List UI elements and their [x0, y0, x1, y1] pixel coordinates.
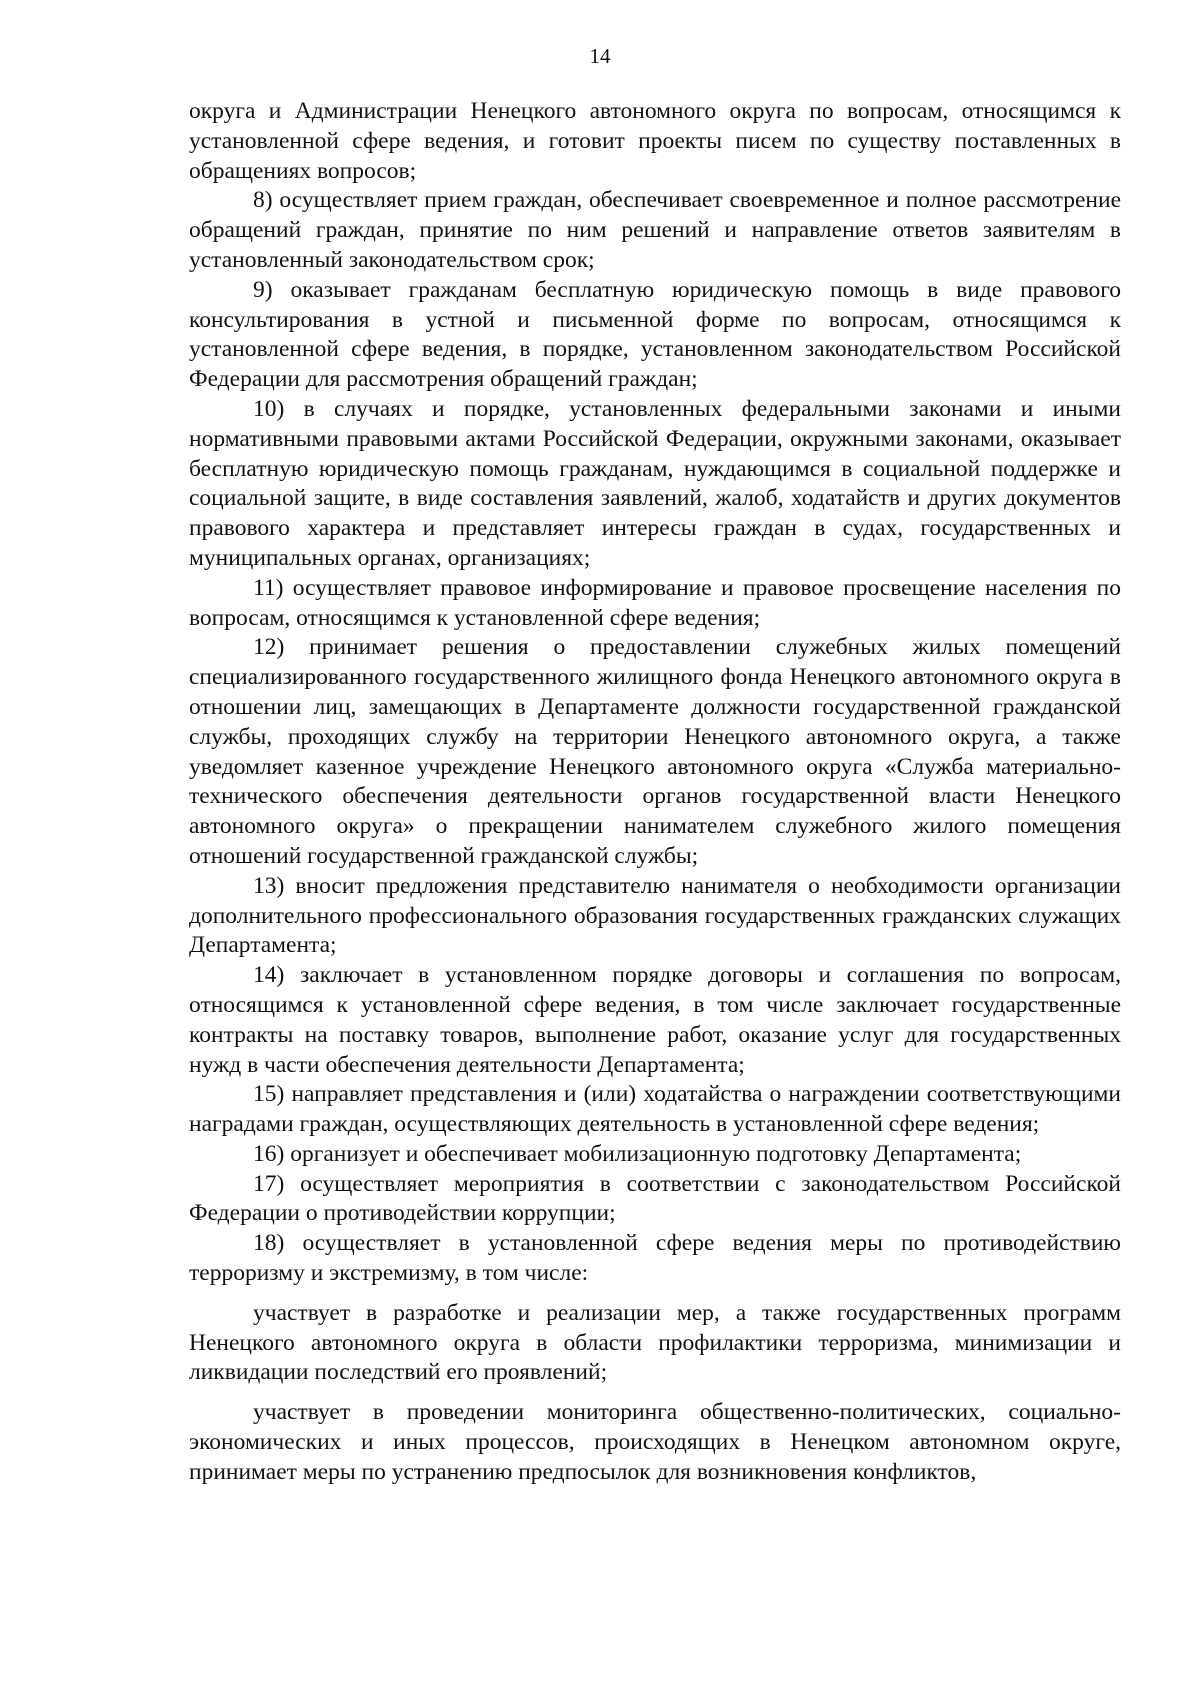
paragraph: 8) осуществляет прием граждан, обеспечивает своевременное и полное рассмотрение обращений граждан, принятие по ним решений и направление ответов заявителям в установленный законодательством срок; — [189, 187, 1121, 273]
paragraph: участвует в проведении мониторинга общественно-политических, социально-экономических и иных процессов, происходящих в Ненецком автономном округе, принимает меры по устранению предпосылок для возникновения конфликтов, — [189, 1399, 1121, 1485]
paragraph: 16) организует и обеспечивает мобилизационную подготовку Департамента; — [253, 1140, 1022, 1167]
paragraph: 17) осуществляет мероприятия в соответствии с законодательством Российской Федерации о противодействии коррупции; — [189, 1170, 1121, 1227]
paragraph: 14) заключает в установленном порядке договоры и соглашения по вопросам, относящимся к установленной сфере ведения, в том числе заключает государственные контракты на поставку товаров, выполнение работ, оказание услуг для государственных нужд в части обеспечения деятельности Департамента; — [189, 962, 1121, 1078]
paragraph: 9) оказывает гражданам бесплатную юридическую помощь в виде правового консультирования в устной и письменной форме по вопросам, относящимся к установленной сфере ведения, в порядке, установленном законодательством Российской Федерации для рассмотрения обращений граждан; — [189, 276, 1121, 393]
paragraph: 15) направляет представления и (или) ходатайства о награждении соответствующими наградами граждан, осуществляющих деятельность в установленной сфере ведения; — [189, 1081, 1121, 1138]
paragraph: участвует в разработке и реализации мер, а также государственных программ Ненецкого автономного округа в области профилактики терроризма, минимизации и ликвидации последствий его проявлений; — [189, 1299, 1121, 1386]
document-body — [189, 97, 1121, 1488]
paragraph: 10) в случаях и порядке, установленных федеральными законами и иными нормативными правовыми актами Российской Федерации, окружными законами, оказывает бесплатную юридическую помощь гражданам, нуждающимся в социальной поддержке и социальной защите, в виде составления заявлений, жалоб, ходатайств и других документов правового характера и представляет интересы граждан в судах, государственных и муниципальных органах, организациях; — [189, 395, 1121, 571]
paragraph: 13) вносит предложения представителю нанимателя о необходимости организации дополнительного профессионального образования государственных гражданских служащих Департамента; — [189, 872, 1121, 959]
paragraph: 12) принимает решения о предоставлении служебных жилых помещений специализированного государственного жилищного фонда Ненецкого автономного округа в отношении лиц, замещающих в Департаменте должности государственной гражданской службы, проходящих службу на территории Ненецкого автономного округа, а также уведомляет казенное учреждение Ненецкого автономного округа «Служба материально-технического обеспечения деятельности органов государственной власти Ненецкого автономного округа» о прекращении нанимателем служебного жилого помещения отношений государственной гражданской службы; — [189, 634, 1121, 869]
paragraph: 18) осуществляет в установленной сфере ведения меры по противодействию терроризму и экстремизму, в том числе: — [189, 1230, 1121, 1287]
paragraph: 11) осуществляет правовое информирование и правовое просвещение населения по вопросам, относящимся к установленной сфере ведения; — [189, 574, 1121, 631]
paragraph: округа и Администрации Ненецкого автономного округа по вопросам, относящимся к установленной сфере ведения, и готовит проекты писем по существу поставленных в обращениях вопросов; — [189, 98, 1121, 184]
page-number: 14 — [589, 44, 611, 68]
